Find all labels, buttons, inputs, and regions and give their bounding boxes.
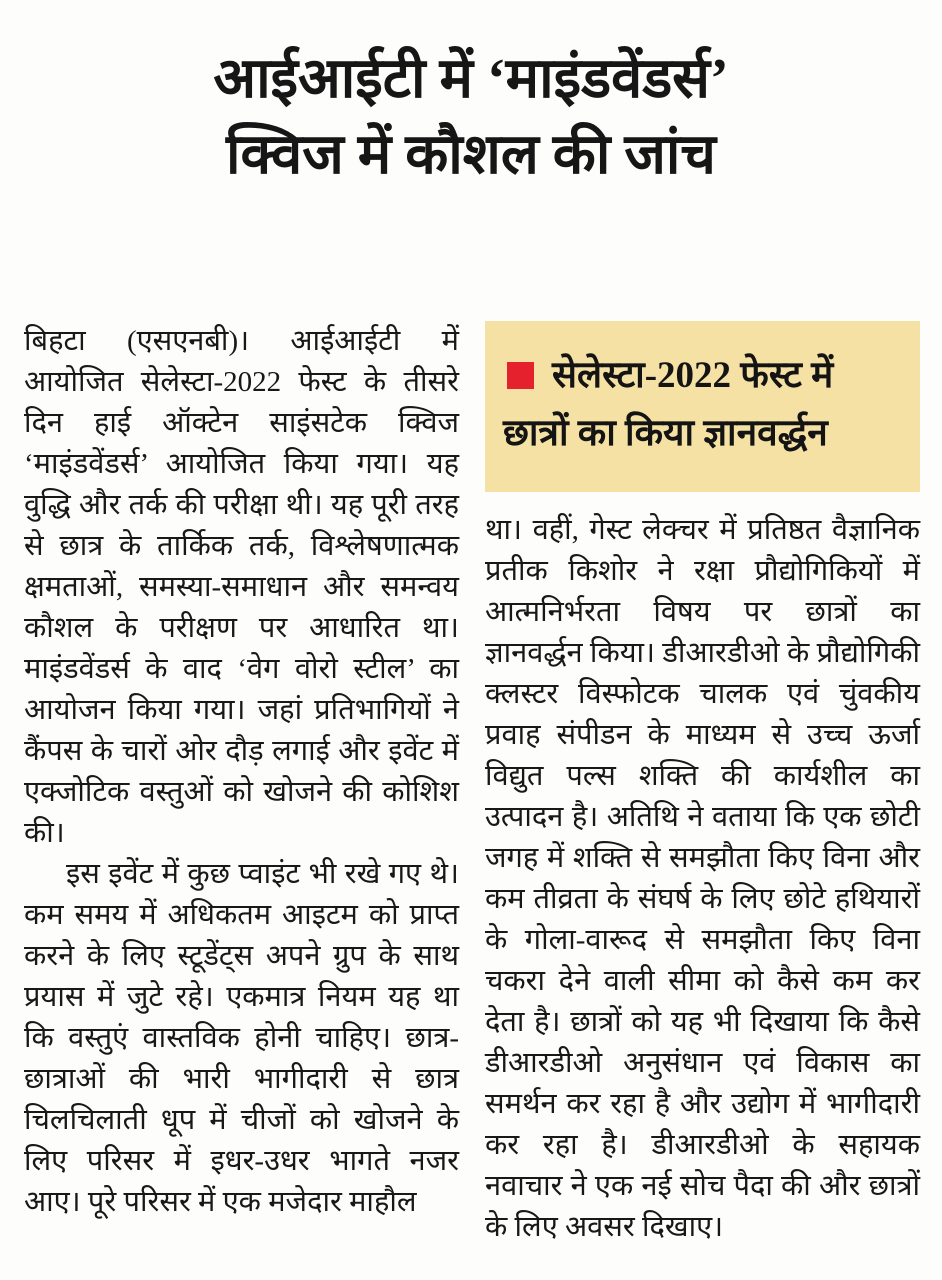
right-column [485,321,920,1248]
article-body [0,321,942,1248]
highlight-box-title: सेलेस्टा-2022 फेस्ट में छात्रों का किया ज्ञानवर्द्धन [503,355,834,454]
highlight-box [485,321,920,492]
headline-line-1: आईआईटी में ‘माइंडवेंडर्स’ [213,48,729,110]
left-column [24,321,459,1248]
red-square-bullet-icon [507,362,534,389]
body-paragraph-2: इस इवेंट में कुछ प्वाइंट भी रखे गए थे। कम समय में अधिकतम आइटम को प्राप्त करने के लिए स्टूडेंट्स अपने ग्रुप के साथ प्रयास में जुटे रहे। एकमात्र नियम यह था कि वस्तुएं वास्तविक होनी चाहिए। छात्र-छात्राओं की भारी भागीदारी से छात्र चिलचिलाती धूप में चीजों को खोजने के लिए परिसर में इधर-उधर भागते नजर आए। पूरे परिसर में एक मजेदार माहौल [24,858,459,1219]
headline-line-2: क्विज में कौशल की जांच [226,123,716,186]
body-paragraph-3: था। वहीं, गेस्ट लेक्चर में प्रतिष्ठत वैज्ञानिक प्रतीक किशोर ने रक्षा प्रौद्योगिकियों में आत्मनिर्भरता विषय पर छात्रों का ज्ञानवर्द्धन किया। डीआरडीओ के प्रौद्योगिकी क्लस्टर विस्फोटक चालक एवं चुंवकीय प्रवाह संपीडन के माध्यम से उच्च ऊर्जा विद्युत पल्स शक्ति की कार्यशील का उत्पादन है। अतिथि ने वताया कि एक छोटी जगह में शक्ति से समझौता किए विना और कम तीव्रता के संघर्ष के लिए छोटे हथियारों के गोला-वारूद से समझौता किए विना चकरा देने वाली सीमा को कैसे कम कर देता है। छात्रों को यह भी दिखाया कि कैसे डीआरडीओ अनुसंधान एवं विकास का समर्थन कर रहा है और उद्योग में भागीदारी कर रहा है। डीआरडीओ के सहायक नवाचार ने एक नई सोच पैदा की और छात्रों के लिए अवसर दिखाए। [485,513,920,1243]
article-headline [0,42,942,193]
body-paragraph-1: बिहटा (एसएनबी)। आईआईटी में आयोजित सेलेस्टा-2022 फेस्ट के तीसरे दिन हाई ऑक्टेन साइंसटेक क्विज ‘माइंडवेंडर्स’ आयोजित किया गया। यह वुद्धि और तर्क की परीक्षा थी। यह पूरी तरह से छात्र के तार्किक तर्क, विश्लेषणात्मक क्षमताओं, समस्या-समाधान और समन्वय कौशल के परीक्षण पर आधारित था। माइंडवेंडर्स के वाद ‘वेग वोरो स्टील’ का आयोजन किया गया। जहां प्रतिभागियों ने कैंपस के चारों ओर दौड़ लगाई और इवेंट में एक्जोटिक वस्तुओं को खोजने की कोशिश की। [24,325,459,850]
